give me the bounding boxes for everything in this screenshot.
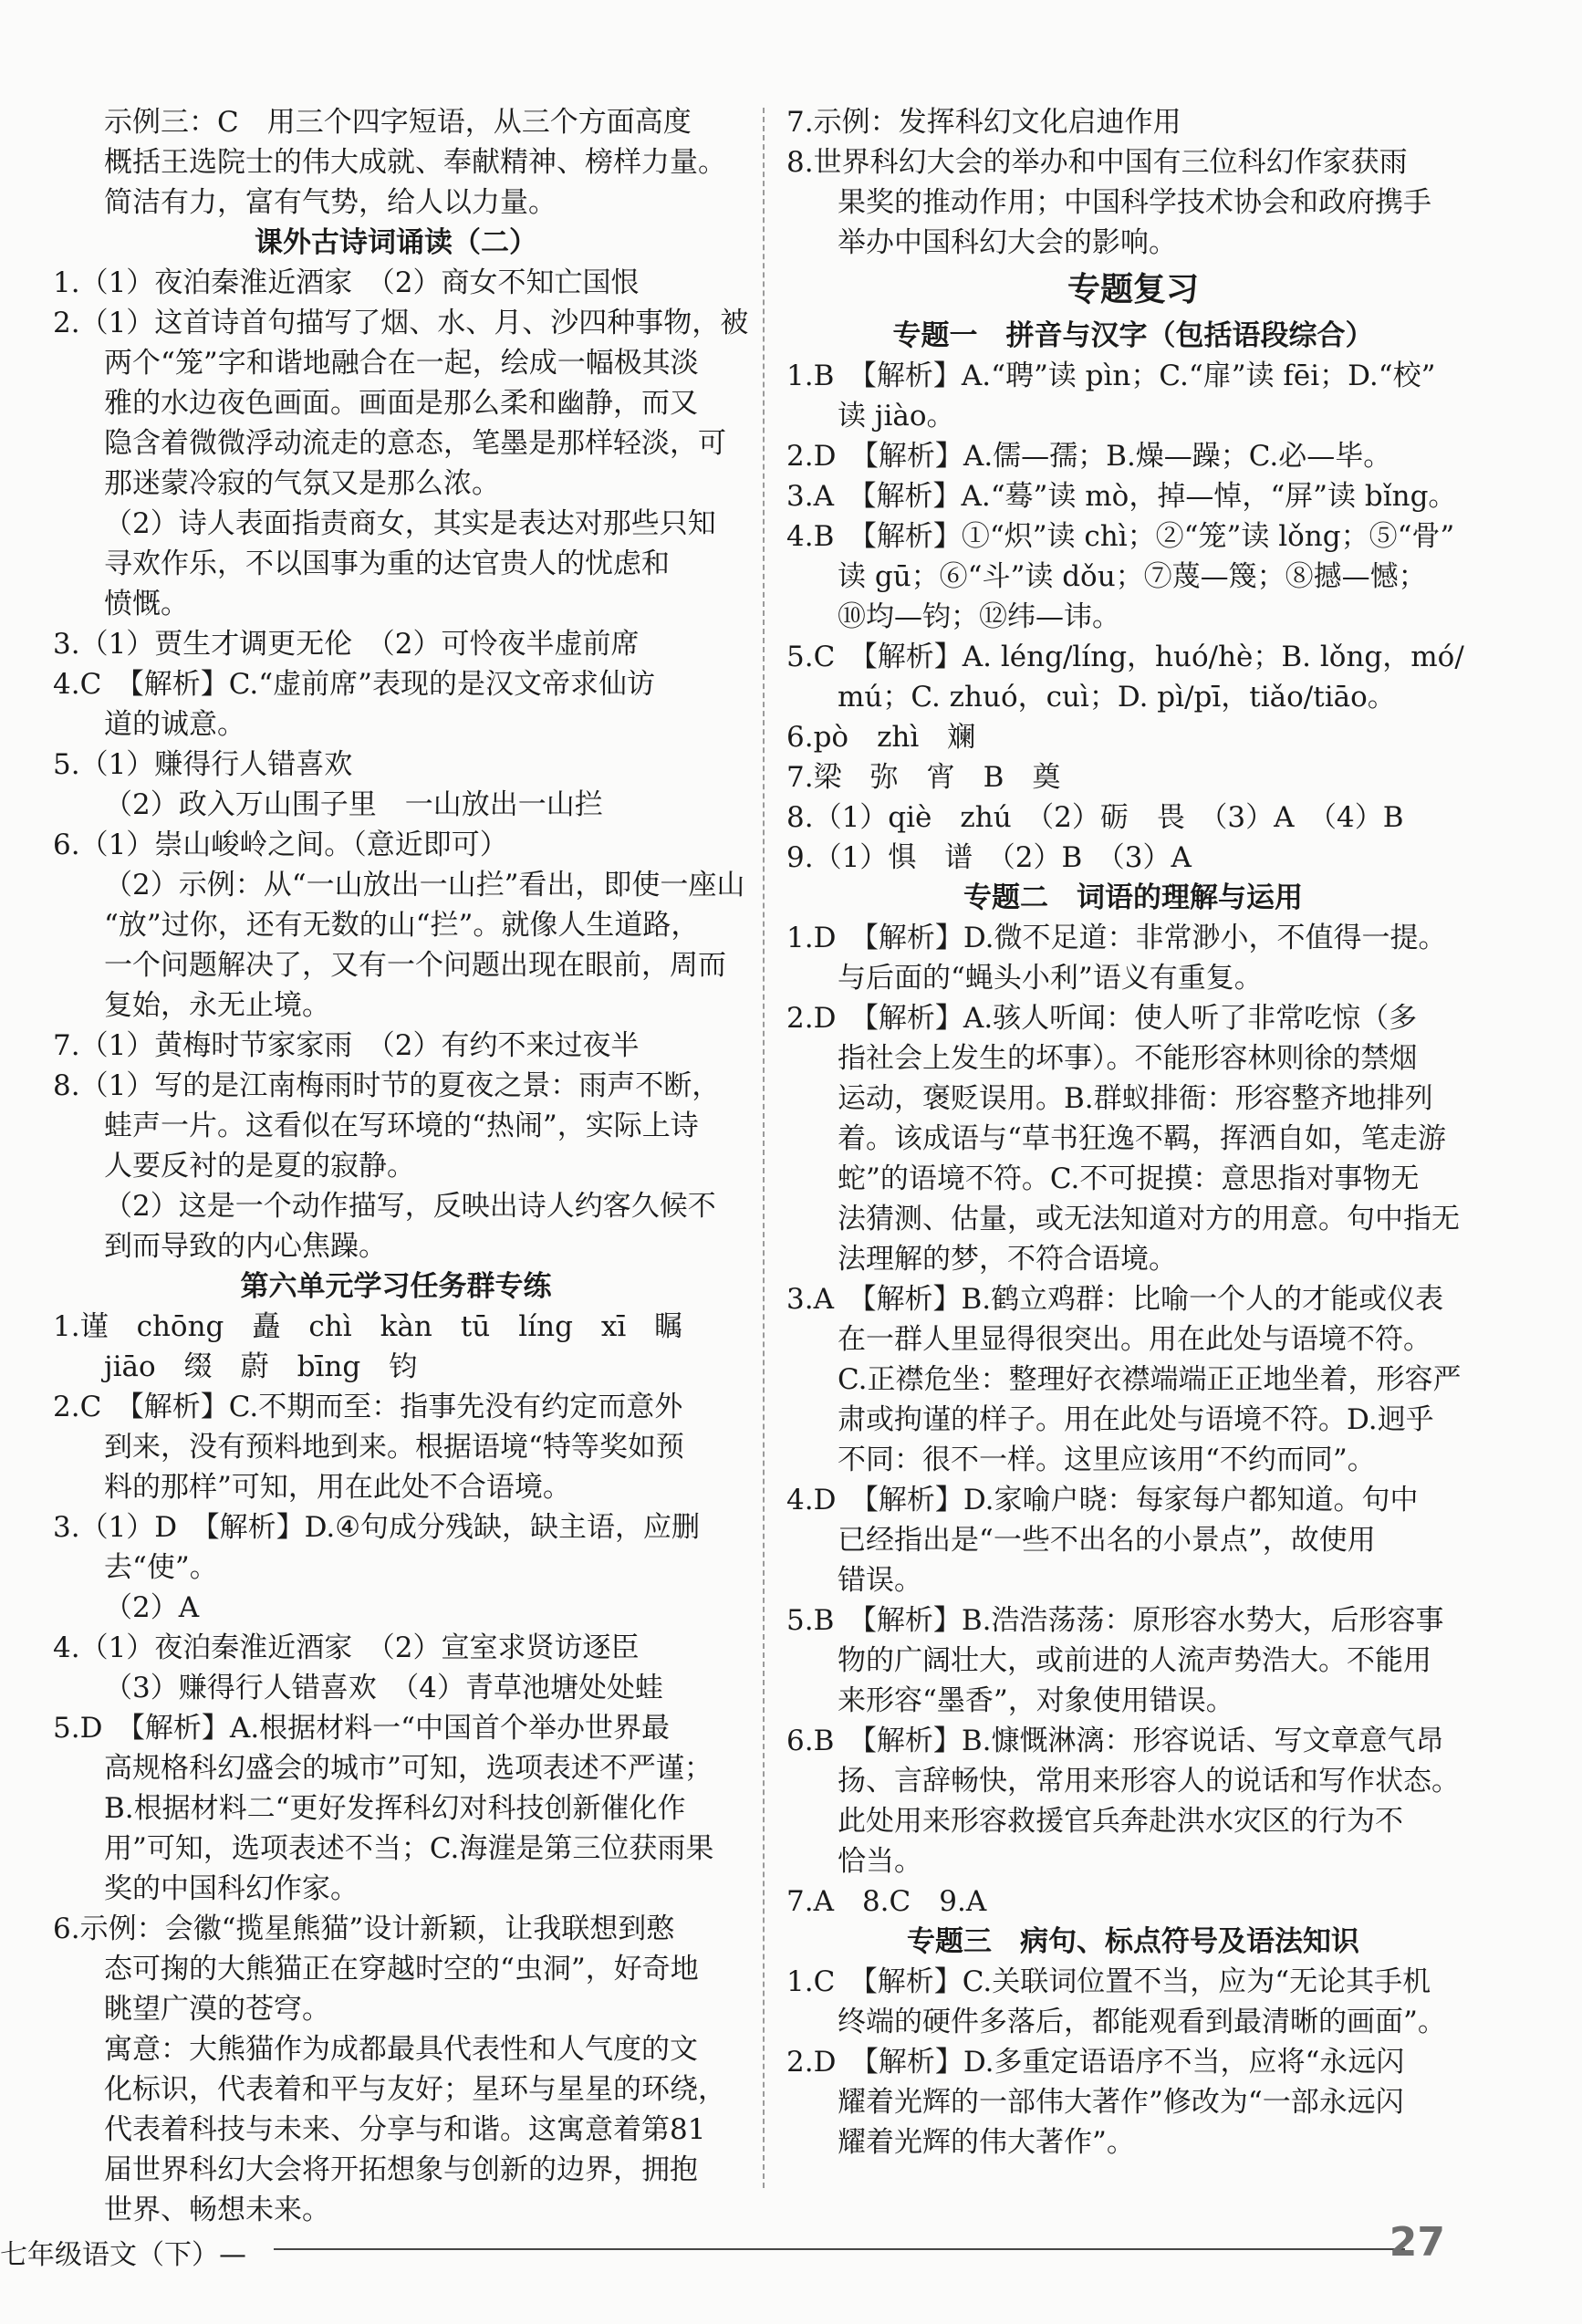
section-heading: 专题一 拼音与汉字（包括语段综合） (892, 319, 1374, 352)
text-line: C.正襟危坐：整理好衣襟端端正正地坐着，形容严 (838, 1363, 1462, 1396)
text-line: 到来，没有预料地到来。根据语境“特等奖如预 (104, 1431, 684, 1464)
text-line: 3.A 【解析】A.“蓦”读 mò，掉—悼，“屏”读 bǐng。 (786, 480, 1457, 513)
text-line: 代表着科技与未来、分享与和谐。这寓意着第81 (104, 2113, 706, 2146)
text-line: 6.（1）崇山峻岭之间。（意近即可） (53, 829, 508, 861)
text-line: 4.C 【解析】C.“虚前席”表现的是汉文帝求仙访 (53, 668, 655, 701)
text-line: 届世界科幻大会将开拓想象与创新的边界，拥抱 (104, 2153, 698, 2186)
text-line: B.根据材料二“更好发挥科幻对科技创新催化作 (104, 1792, 686, 1825)
text-line: 4.（1）夜泊秦淮近酒家 （2）宣室求贤访逐臣 (53, 1631, 640, 1664)
text-line: 隐含着微微浮动流走的意态，笔墨是那样轻淡，可 (104, 427, 726, 460)
text-line: 肃或拘谨的样子。用在此处与语境不符。D.迥乎 (838, 1403, 1434, 1436)
text-line: （2）诗人表面指责商女，其实是表达对那些只知 (104, 507, 716, 540)
text-line: 6.示例：会徽“揽星熊猫”设计新颖，让我联想到憨 (53, 1912, 675, 1945)
text-line: 5.B 【解析】B.浩浩荡荡：原形容水势大，后形容事 (786, 1604, 1444, 1637)
text-line: 在一群人里显得很突出。用在此处与语境不符。 (838, 1323, 1431, 1356)
text-line: 8.（1）写的是江南梅雨时节的夏夜之景：雨声不断， (53, 1069, 721, 1102)
text-line: mú；C. zhuó，cuì；D. pì/pī，tiǎo/tiāo。 (838, 681, 1396, 714)
text-line: 寓意：大熊猫作为成都最具代表性和人气度的文 (104, 2033, 698, 2066)
text-line: 人要反衬的是夏的寂静。 (104, 1150, 415, 1183)
text-line: 4.D 【解析】D.家喻户晓：每家每户都知道。句中 (786, 1484, 1419, 1516)
text-line: 奖的中国科幻作家。 (104, 1872, 359, 1905)
section-heading: 第六单元学习任务群专练 (240, 1270, 552, 1303)
text-line: 与后面的“蝇头小利”语义有重复。 (838, 962, 1263, 995)
text-line: 化标识，代表着和平与友好；星环与星星的环绕， (104, 2073, 726, 2106)
text-line: 终端的硬件多落后，都能观看到最清晰的画面”。 (838, 2006, 1446, 2038)
text-line: 读 jiào。 (838, 400, 955, 432)
text-line: 到而导致的内心焦躁。 (104, 1230, 387, 1263)
text-line: 不同：很不一样。这里应该用“不约而同”。 (838, 1443, 1376, 1476)
text-line: 蛙声一片。这看似在写环境的“热闹”，实际上诗 (104, 1110, 699, 1142)
text-line: 3.A 【解析】B.鹤立鸡群：比喻一个人的才能或仪表 (786, 1283, 1444, 1316)
text-line: 料的那样”可知，用在此处不合语境。 (104, 1471, 571, 1504)
text-line: 4.B 【解析】①“炽”读 chì；②“笼”读 lǒng；⑤“骨” (786, 520, 1455, 553)
text-line: 6.B 【解析】B.慷慨淋漓：形容说话、写文章意气昂 (786, 1725, 1444, 1757)
text-line: ⑩均—钧；⑫纬—讳。 (838, 600, 1120, 633)
text-line: 果奖的推动作用；中国科学技术协会和政府携手 (838, 186, 1431, 219)
text-line: （2）这是一个动作描写，反映出诗人约客久候不 (104, 1190, 716, 1223)
text-line: 来形容“墨香”，对象使用错误。 (838, 1684, 1234, 1717)
text-line: 运动，褒贬误用。B.群蚁排衙：形容整齐地排列 (838, 1082, 1433, 1115)
text-line: 恰当。 (838, 1845, 922, 1878)
text-line: 此处用来形容救援官兵奔赴洪水灾区的行为不 (838, 1805, 1403, 1838)
page-number: 27 (1389, 2219, 1445, 2266)
text-line: 那迷蒙冷寂的气氛又是那么浓。 (104, 467, 500, 500)
text-line: 扬、言辞畅快，常用来形容人的说话和写作状态。 (838, 1765, 1460, 1798)
text-line: 态可掬的大熊猫正在穿越时空的“虫洞”，好奇地 (104, 1953, 699, 1985)
text-line: 5.D 【解析】A.根据材料一“中国首个举办世界最 (53, 1712, 671, 1745)
text-line: 耀着光辉的一部伟大著作”修改为“一部永远闪 (838, 2086, 1404, 2119)
text-line: 着。该成语与“草书狂逸不羁，挥洒自如，笔走游 (838, 1122, 1446, 1155)
section-heading: 课外古诗词诵读（二） (255, 226, 537, 259)
text-line: 3.（1）贾生才调更无伦 （2）可怜夜半虚前席 (53, 628, 640, 661)
text-line: 2.（1）这首诗首句描写了烟、水、月、沙四种事物，被 (53, 307, 749, 339)
chapter-heading: 专题复习 (1067, 271, 1199, 308)
text-line: 错误。 (838, 1564, 922, 1597)
text-line: 1.谨 chōng 矗 chì kàn tū líng xī 瞩 (53, 1310, 683, 1343)
text-line: 物的广阔壮大，或前进的人流声势浩大。不能用 (838, 1644, 1431, 1677)
text-line: 1.C 【解析】C.关联词位置不当，应为“无论其手机 (786, 1965, 1431, 1998)
text-line: 7.示例：发挥科幻文化启迪作用 (786, 106, 1181, 139)
text-line: 寻欢作乐，不以国事为重的达官贵人的忧虑和 (104, 547, 670, 580)
text-line: 世界、畅想未来。 (104, 2194, 330, 2226)
text-line: 2.D 【解析】D.多重定语语序不当，应将“永远闪 (786, 2046, 1405, 2079)
text-line: 简洁有力，富有气势，给人以力量。 (104, 186, 557, 219)
text-line: 9.（1）惧 谱 （2）B （3）A (786, 841, 1192, 874)
text-line: jiāo 缀 蔚 bīng 钧 (104, 1350, 418, 1383)
text-line: 1.（1）夜泊秦淮近酒家 （2）商女不知亡国恨 (53, 266, 640, 299)
text-line: （2）示例：从“一山放出一山拦”看出，即使一座山 (104, 869, 745, 901)
text-line: “放”过你，还有无数的山“拦”。就像人生道路， (104, 909, 700, 942)
footer-grade-label: 七年级语文（下）— (0, 2239, 246, 2271)
text-line: 雅的水边夜色画面。画面是那么柔和幽静，而又 (104, 387, 698, 420)
text-line: 举办中国科幻大会的影响。 (838, 226, 1177, 259)
text-line: 1.D 【解析】D.微不足道：非常渺小，不值得一提。 (786, 922, 1447, 954)
right-column (786, 102, 1480, 2242)
text-line: 法猜测、估量，或无法知道对方的用意。句中指无 (838, 1203, 1460, 1235)
column-divider (763, 108, 765, 2188)
text-line: 道的诚意。 (104, 708, 245, 741)
text-line: 示例三：C 用三个四字短语，从三个方面高度 (104, 106, 692, 139)
text-line: （3）赚得行人错喜欢 （4）青草池塘处处蛙 (104, 1672, 663, 1704)
footer-rule (274, 2248, 1405, 2250)
text-line: 8.世界科幻大会的举办和中国有三位科幻作家获雨 (786, 146, 1408, 179)
text-line: 用”可知，选项表述不当；C.海漄是第三位获雨果 (104, 1832, 714, 1865)
text-line: 读 gū；⑥“斗”读 dǒu；⑦蔑—篾；⑧撼—憾； (838, 560, 1427, 593)
text-line: 高规格科幻盛会的城市”可知，选项表述不严谨； (104, 1752, 713, 1785)
text-line: 7.梁 弥 宵 B 奠 (786, 761, 1061, 794)
text-line: 7.（1）黄梅时节家家雨 （2）有约不来过夜半 (53, 1029, 640, 1062)
text-line: 8.（1）qiè zhú （2）砺 畏 （3）A （4）B (786, 801, 1404, 834)
text-line: 2.C 【解析】C.不期而至：指事先没有约定而意外 (53, 1391, 683, 1423)
text-line: 6.pò zhì 斓 (786, 721, 976, 754)
text-line: 法理解的梦，不符合语境。 (838, 1243, 1177, 1276)
section-heading: 专题三 病句、标点符号及语法知识 (907, 1925, 1359, 1958)
text-line: 1.B 【解析】A.“聘”读 pìn；C.“扉”读 fēi；D.“校” (786, 360, 1436, 392)
text-line: 眺望广漠的苍穹。 (104, 1993, 330, 2026)
text-line: 7.A 8.C 9.A (786, 1885, 987, 1918)
text-line: 蛇”的语境不符。C.不可捉摸：意思指对事物无 (838, 1162, 1420, 1195)
text-line: 3.（1）D 【解析】D.④句成分残缺，缺主语，应删 (53, 1511, 701, 1544)
text-line: 去“使”。 (104, 1551, 218, 1584)
text-line: （2）政入万山围子里 一山放出一山拦 (104, 788, 603, 821)
left-column (53, 102, 749, 2242)
text-line: 已经指出是“一些不出名的小景点”，故使用 (838, 1524, 1376, 1557)
text-line: 2.D 【解析】A.儒—孺；B.燥—躁；C.必—毕。 (786, 440, 1392, 473)
text-line: 5.（1）赚得行人错喜欢 (53, 748, 353, 781)
text-line: （2）A (104, 1591, 200, 1624)
text-line: 概括王选院士的伟大成就、奉献精神、榜样力量。 (104, 146, 726, 179)
text-line: 一个问题解决了，又有一个问题出现在眼前，周而 (104, 949, 726, 982)
text-line: 耀着光辉的伟大著作”。 (838, 2126, 1135, 2159)
section-heading: 专题二 词语的理解与运用 (963, 881, 1303, 914)
text-line: 指社会上发生的坏事）。不能形容林则徐的禁烟 (838, 1042, 1418, 1075)
text-line: 复始，永无止境。 (104, 989, 330, 1022)
text-line: 2.D 【解析】A.骇人听闻：使人听了非常吃惊（多 (786, 1002, 1418, 1035)
text-line: 愤慨。 (104, 588, 189, 620)
text-line: 两个“笼”字和谐地融合在一起，绘成一幅极其淡 (104, 347, 699, 380)
text-line: 5.C 【解析】A. léng/líng，huó/hè；B. lǒng，mó/ (786, 641, 1464, 673)
